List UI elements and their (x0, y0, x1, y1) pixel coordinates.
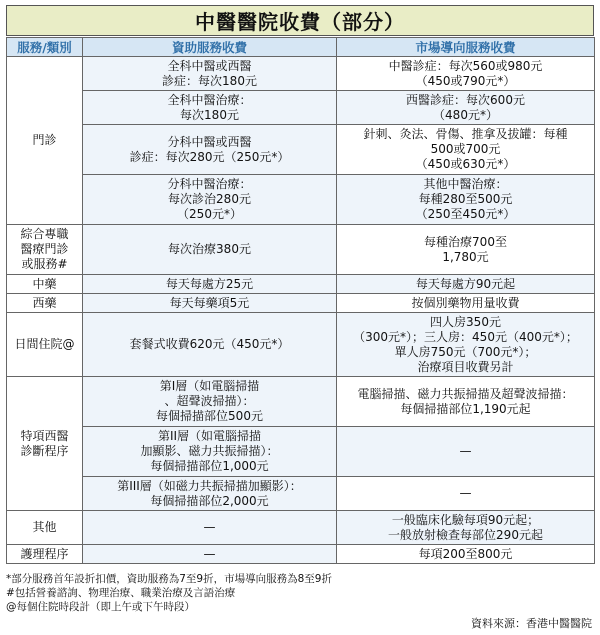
subsidized-cell: — (83, 545, 337, 564)
header-category: 服務/類別 (7, 38, 83, 57)
page-title: 中醫醫院收費（部分） (6, 5, 594, 36)
table-row (7, 511, 595, 545)
market-cell: 西醫診症：每次600元 （480元*） (337, 91, 595, 125)
category-cell: 門診 (7, 57, 83, 225)
subsidized-cell: 分科中醫或西醫 診症：每次280元（250元*） (83, 125, 337, 175)
market-cell: 針刺、灸法、骨傷、推拿及拔罐：每種 500或700元 （450或630元*） (337, 125, 595, 175)
table-row (7, 477, 595, 511)
table-row (7, 377, 595, 427)
market-cell: 其他中醫治療： 每種280至500元 （250至450元*） (337, 175, 595, 225)
fee-table (6, 37, 595, 564)
table-row (7, 57, 595, 91)
market-cell: 電腦掃描、磁力共振掃描及超聲波掃描： 每個掃描部位1,190元起 (337, 377, 595, 427)
category-cell: 日間住院@ (7, 313, 83, 377)
subsidized-cell: 全科中醫或西醫 診症：每次180元 (83, 57, 337, 91)
footnote: #包括營養諮詢、物理治療、職業治療及言語治療 (6, 587, 236, 599)
header-market: 市場導向服務收費 (337, 38, 595, 57)
category-cell: 其他 (7, 511, 83, 545)
subsidized-cell: 每次治療380元 (83, 225, 337, 275)
market-cell: 每種治療700至 1,780元 (337, 225, 595, 275)
market-cell: — (337, 477, 595, 511)
category-cell: 綜合專職 醫療門診 或服務# (7, 225, 83, 275)
subsidized-cell: 分科中醫治療： 每次診治280元 （250元*） (83, 175, 337, 225)
subsidized-cell: 每天每藥項5元 (83, 294, 337, 313)
table-row (7, 225, 595, 275)
table-row (7, 427, 595, 477)
table-row (7, 91, 595, 125)
market-cell: — (337, 427, 595, 477)
category-cell: 中藥 (7, 275, 83, 294)
market-cell: 四人房350元 （300元*）；三人房：450元（400元*）； 單人房750元（700元*）； 治療項目收費另計 (337, 313, 595, 377)
market-cell: 每項200至800元 (337, 545, 595, 564)
market-cell: 中醫診症：每次560或980元 （450或790元*） (337, 57, 595, 91)
header-subsidized: 資助服務收費 (83, 38, 337, 57)
footnote: @每個住院時段計（即上午或下午時段） (6, 601, 195, 613)
market-cell: 一般臨床化驗每項90元起； 一般放射檢查每部位290元起 (337, 511, 595, 545)
market-cell: 按個別藥物用量收費 (337, 294, 595, 313)
category-cell: 特項西醫 診斷程序 (7, 377, 83, 511)
table-row (7, 545, 595, 564)
subsidized-cell: 第III層（如磁力共振掃描加顯影）： 每個掃描部位2,000元 (83, 477, 337, 511)
table-row (7, 175, 595, 225)
table-row (7, 275, 595, 294)
category-cell: 西藥 (7, 294, 83, 313)
subsidized-cell: 每天每處方25元 (83, 275, 337, 294)
subsidized-cell: — (83, 511, 337, 545)
table-header-row (7, 38, 595, 57)
table-row (7, 313, 595, 377)
table-row (7, 125, 595, 175)
table-row (7, 294, 595, 313)
market-cell: 每天每處方90元起 (337, 275, 595, 294)
source-credit: 資料來源：香港中醫醫院 (471, 617, 592, 630)
subsidized-cell: 第II層（如電腦掃描 加顯影、磁力共振掃描）： 每個掃描部位1,000元 (83, 427, 337, 477)
footnotes (6, 572, 594, 614)
subsidized-cell: 第I層（如電腦掃描 、超聲波掃描）： 每個掃描部位500元 (83, 377, 337, 427)
footnote: *部分服務首年設折扣價，資助服務為7至9折，市場導向服務為8至9折 (6, 573, 332, 585)
subsidized-cell: 全科中醫治療： 每次180元 (83, 91, 337, 125)
category-cell: 護理程序 (7, 545, 83, 564)
subsidized-cell: 套餐式收費620元（450元*） (83, 313, 337, 377)
